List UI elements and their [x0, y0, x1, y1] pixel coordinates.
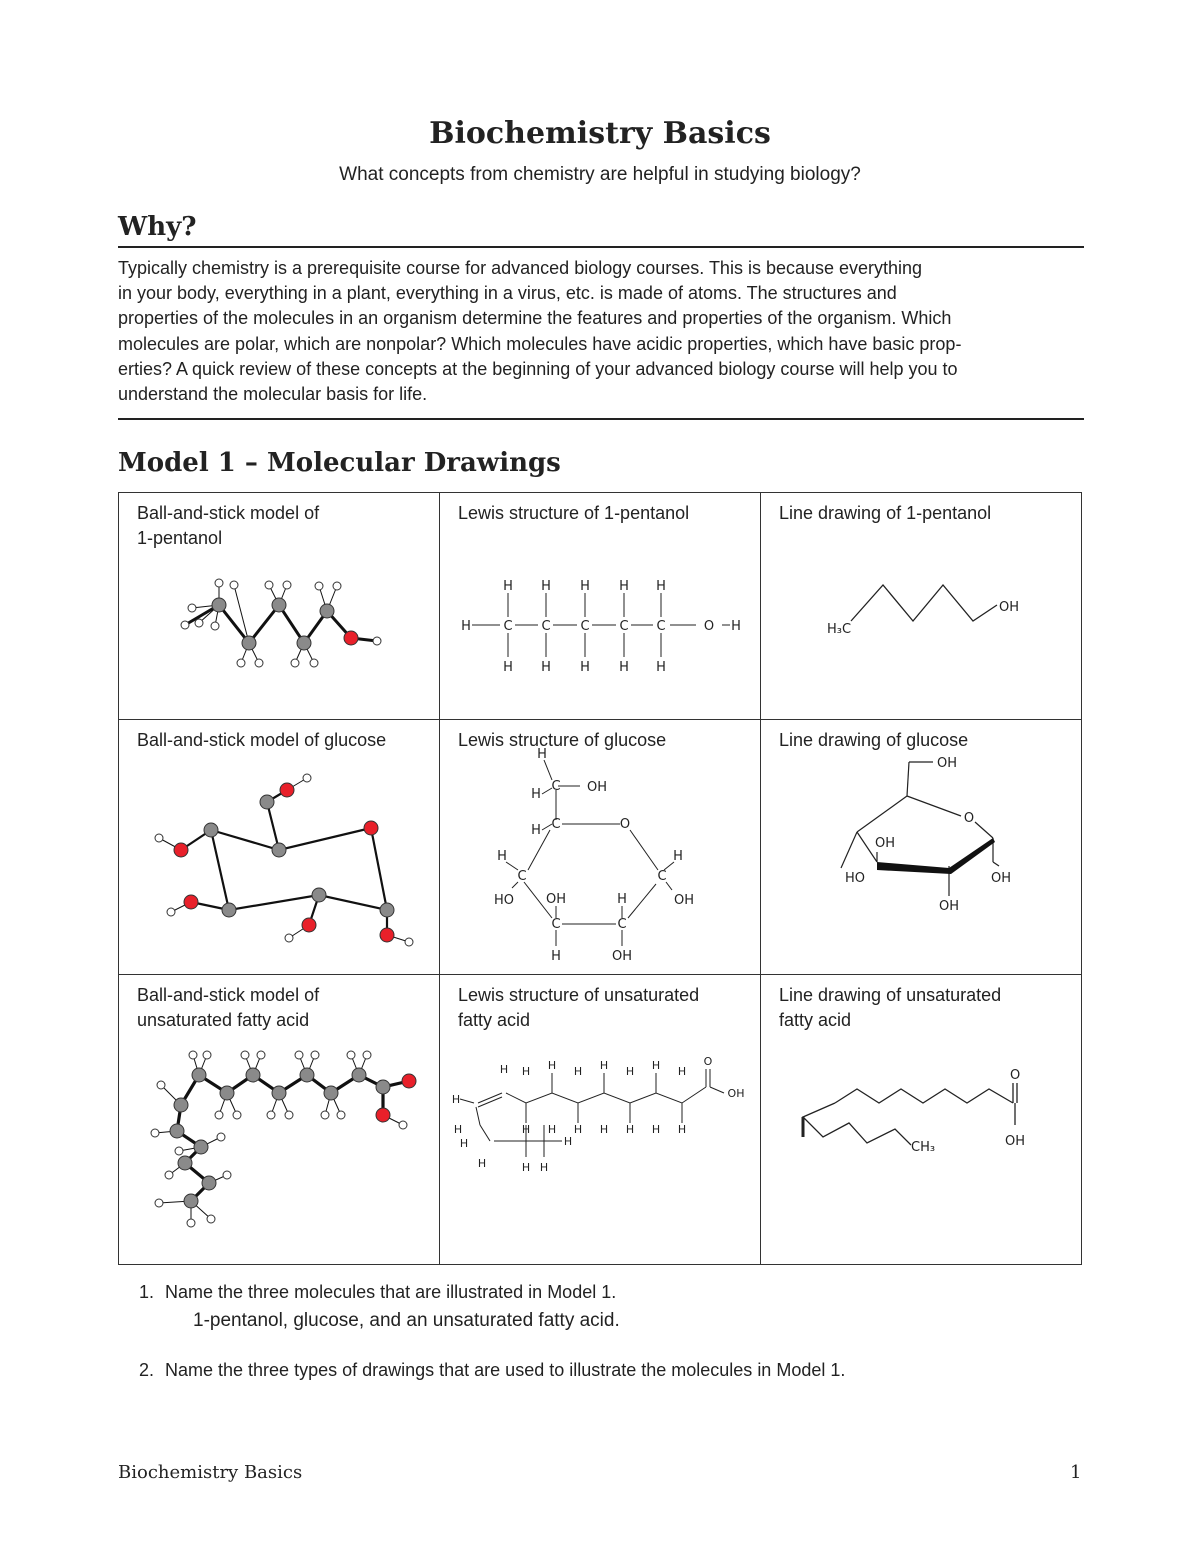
svg-text:OH: OH — [938, 899, 960, 914]
svg-text:H: H — [531, 823, 541, 838]
svg-text:H: H — [451, 1093, 461, 1106]
ball-and-stick-glucose-figure — [119, 720, 439, 975]
svg-text:OH: OH — [874, 836, 896, 851]
svg-text:H: H — [551, 949, 561, 964]
ball-and-stick-fatty-acid-figure — [119, 975, 439, 1265]
divider — [118, 418, 1084, 420]
svg-text:H: H — [599, 1123, 609, 1136]
svg-text:H: H — [547, 1059, 557, 1072]
svg-text:OH: OH — [990, 871, 1012, 886]
svg-text:H: H — [580, 579, 590, 594]
svg-text:OH: OH — [586, 780, 608, 795]
svg-text:CH₃: CH₃ — [911, 1140, 936, 1155]
svg-text:O: O — [963, 811, 975, 826]
svg-text:C: C — [551, 817, 561, 832]
svg-text:H: H — [539, 1161, 549, 1174]
svg-text:H: H — [503, 579, 513, 594]
cell-ballstick-pentanol — [119, 493, 440, 720]
svg-text:H: H — [453, 1123, 463, 1136]
cell-lewis-fatty-acid — [440, 975, 761, 1265]
svg-text:H: H — [656, 579, 666, 594]
footer-title: Biochemistry Basics — [118, 1462, 303, 1483]
svg-text:H: H — [503, 660, 513, 675]
svg-text:H₃C: H₃C — [827, 622, 852, 637]
svg-text:OH: OH — [727, 1087, 745, 1100]
cell-ballstick-fatty-acid — [119, 975, 440, 1265]
question-2 — [139, 1360, 846, 1381]
cell-line-pentanol — [761, 493, 1082, 720]
ball-and-stick-pentanol-figure — [119, 493, 439, 720]
svg-text:HO: HO — [844, 871, 866, 886]
svg-text:C: C — [580, 619, 590, 634]
svg-text:H: H — [599, 1059, 609, 1072]
cell-label: Lewis structure of glucose — [458, 730, 667, 750]
svg-text:H: H — [677, 1065, 687, 1078]
svg-text:HO: HO — [493, 893, 515, 908]
cell-line-glucose — [761, 720, 1082, 975]
svg-text:O: O — [703, 1055, 713, 1068]
svg-text:H: H — [651, 1059, 661, 1072]
cell-ballstick-glucose — [119, 720, 440, 975]
cell-label: Ball-and-stick model of 1-pentanol — [137, 503, 320, 548]
cell-label: Line drawing of 1-pentanol — [779, 503, 992, 523]
cell-label: Ball-and-stick model of unsaturated fatty acid — [137, 985, 320, 1030]
svg-text:OH: OH — [673, 893, 695, 908]
svg-text:H: H — [573, 1065, 583, 1078]
svg-text:H: H — [541, 660, 551, 675]
svg-text:H: H — [521, 1065, 531, 1078]
svg-text:H: H — [651, 1123, 661, 1136]
svg-text:C: C — [551, 779, 561, 794]
svg-text:C: C — [541, 619, 551, 634]
svg-text:OH: OH — [1005, 1134, 1026, 1149]
svg-text:C: C — [517, 869, 527, 884]
svg-text:H: H — [731, 619, 741, 634]
cell-label: Lewis structure of 1-pentanol — [458, 503, 690, 523]
svg-text:H: H — [537, 747, 547, 762]
svg-text:H: H — [477, 1157, 487, 1170]
svg-text:O: O — [1010, 1068, 1021, 1083]
svg-text:H: H — [499, 1063, 509, 1076]
svg-text:OH: OH — [999, 600, 1020, 615]
svg-text:OH: OH — [936, 756, 958, 771]
svg-text:H: H — [656, 660, 666, 675]
model-heading: Model 1 – Molecular Drawings — [118, 448, 561, 478]
svg-text:O: O — [619, 817, 631, 832]
svg-text:H: H — [673, 849, 683, 864]
svg-text:OH: OH — [611, 949, 633, 964]
svg-text:OH: OH — [545, 892, 567, 907]
svg-text:C: C — [656, 619, 666, 634]
svg-text:H: H — [461, 619, 471, 634]
model-table — [118, 492, 1082, 1265]
svg-text:H: H — [573, 1123, 583, 1136]
line-pentanol-figure — [761, 493, 1081, 720]
answer-1[interactable]: 1-pentanol, glucose, and an unsaturated fatty acid. — [193, 1310, 620, 1331]
cell-lewis-pentanol — [440, 493, 761, 720]
why-heading: Why? — [118, 212, 197, 242]
cell-label: Ball-and-stick model of glucose — [137, 730, 387, 750]
divider — [118, 246, 1084, 248]
svg-text:H: H — [677, 1123, 687, 1136]
question-text: Name the three types of drawings that are used to illustrate the molecules in Model 1. — [165, 1360, 846, 1380]
svg-text:C: C — [551, 917, 561, 932]
svg-text:H: H — [619, 579, 629, 594]
line-glucose-figure — [761, 720, 1081, 975]
cell-lewis-glucose — [440, 720, 761, 975]
page-subtitle: What concepts from chemistry are helpful in studying biology? — [339, 164, 861, 185]
line-fatty-acid-figure — [761, 975, 1081, 1265]
svg-text:H: H — [617, 892, 627, 907]
svg-text:H: H — [547, 1123, 557, 1136]
question-text: Name the three molecules that are illustrated in Model 1. — [165, 1282, 617, 1302]
svg-text:O: O — [703, 619, 715, 634]
svg-text:H: H — [625, 1065, 635, 1078]
svg-text:C: C — [619, 619, 629, 634]
cell-line-fatty-acid — [761, 975, 1082, 1265]
svg-text:H: H — [580, 660, 590, 675]
svg-text:C: C — [503, 619, 513, 634]
page-number: 1 — [1070, 1462, 1082, 1483]
svg-text:H: H — [459, 1137, 469, 1150]
why-line: in your body, everything in a plant, everything in a virus, etc. is made of atoms. The structures and — [118, 283, 897, 304]
lewis-pentanol-figure — [440, 493, 760, 720]
cell-label: Line drawing of unsaturated fatty acid — [779, 985, 1002, 1030]
svg-text:H: H — [541, 579, 551, 594]
svg-text:H: H — [497, 849, 507, 864]
question-number: 1. — [139, 1282, 155, 1302]
why-paragraph — [118, 256, 1084, 407]
why-line: understand the molecular basis for life. — [118, 384, 428, 405]
page-title: Biochemistry Basics — [429, 116, 771, 151]
why-line: Typically chemistry is a prerequisite course for advanced biology courses. This is because everything — [118, 258, 923, 278]
lewis-fatty-acid-figure — [440, 975, 760, 1265]
cell-label: Lewis structure of unsaturated fatty acid — [458, 985, 700, 1030]
svg-text:H: H — [521, 1123, 531, 1136]
svg-text:H: H — [531, 787, 541, 802]
svg-text:H: H — [625, 1123, 635, 1136]
svg-text:H: H — [521, 1161, 531, 1174]
why-line: erties? A quick review of these concepts at the beginning of your advanced biology course will help you to — [118, 358, 958, 379]
cell-label: Line drawing of glucose — [779, 730, 969, 750]
lewis-glucose-figure — [440, 720, 760, 975]
why-line: properties of the molecules in an organism determine the features and properties of the organism. Which — [118, 308, 952, 329]
svg-text:C: C — [657, 869, 667, 884]
question-1 — [139, 1282, 617, 1303]
svg-text:C: C — [617, 917, 627, 932]
question-number: 2. — [139, 1360, 155, 1380]
svg-text:H: H — [619, 660, 629, 675]
svg-text:H: H — [563, 1135, 573, 1148]
why-line: molecules are polar, which are nonpolar? Which molecules have acidic properties, which have basic prop- — [118, 333, 962, 354]
